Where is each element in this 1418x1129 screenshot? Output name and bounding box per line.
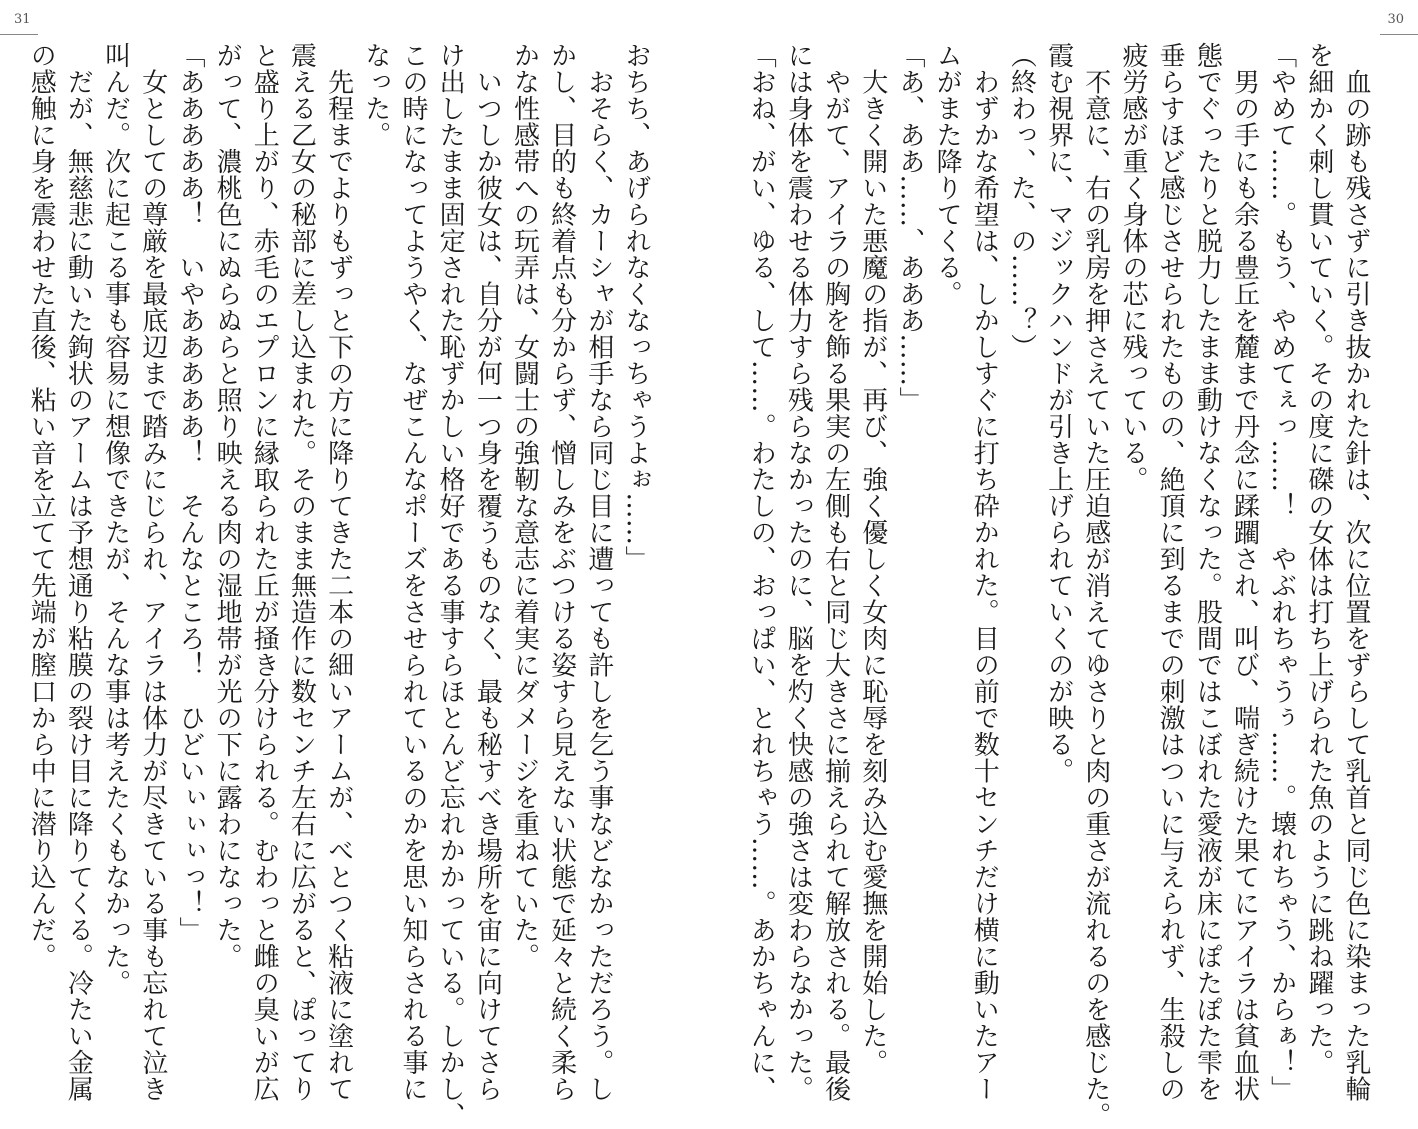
text-line: （終わっ、た、の……？） (1006, 42, 1037, 360)
text-line: 大きく開いた悪魔の指が、再び、強く優しく女肉に恥辱を刻み込む愛撫を開始した。 (857, 42, 888, 1076)
text-line: 「おね、がい、ゆる、して……。わたしの、おっぱい、とれちゃう……。あかちゃんに、 (746, 42, 777, 1102)
body-text-left (26, 42, 654, 1129)
text-line: 女としての尊厳を最底辺まで踏みにじられ、アイラは体力が尽きている事も忘れて泣き (137, 42, 168, 1102)
text-line: と盛り上がり、赤毛のエプロンに縁取られた丘が掻き分けられる。むわっと雌の臭いが広 (249, 42, 280, 1102)
text-line: かな性感帯への玩弄は、女闘士の強靭な意志に着実にダメージを重ねていた。 (509, 42, 540, 970)
page-number-left: 31 (14, 12, 31, 27)
text-line: 不意に、右の乳房を押さえていた圧迫感が消えてゆさりと肉の重さが流れるのを感じた。 (1080, 42, 1111, 1129)
page-right (709, 0, 1418, 1129)
text-line: がって、濃桃色にぬらぬらと照り映える肉の湿地帯が光の下に露わになった。 (212, 42, 243, 970)
text-line: 霞む視界に、マジックハンドが引き上げられていくのが映る。 (1043, 42, 1074, 784)
text-line: なった。 (360, 42, 391, 148)
text-line: この時になってようやく、なぜこんなポーズをさせられているのかを思い知らされる事に (397, 42, 428, 1102)
text-line: だが、無慈悲に動いた鉤状のアームは予想通り粘膜の裂け目に降りてくる。冷たい金属 (63, 42, 94, 1102)
body-text-right (746, 42, 1374, 1129)
text-line: やがて、アイラの胸を飾る果実の左側も右と同じ大きさに揃えられて解放される。最後 (820, 42, 851, 1102)
text-line: おそらく、カーシャが相手なら同じ目に遭っても許しを乞う事などなかっただろう。し (583, 42, 614, 1102)
text-line: 態でぐったりと脱力したまま動けなくなった。股間ではこぼれた愛液が床にぽたぽた雫を (1192, 42, 1223, 1102)
text-line: の感触に身を震わせた直後、粘い音を立てて先端が膣口から中に潜り込んだ。 (26, 42, 57, 970)
text-line: 男の手にも余る豊丘を麓まで丹念に蹂躙され、叫び、喘ぎ続けた果てにアイラは貧血状 (1229, 42, 1260, 1102)
page-number-right: 30 (1387, 12, 1404, 27)
text-line: 震える乙女の秘部に差し込まれた。そのまま無造作に数センチ左右に広がると、ぽってり (286, 42, 317, 1102)
text-line: わずかな希望は、しかしすぐに打ち砕かれた。目の前で数十センチだけ横に動いたアー (969, 42, 1000, 1102)
text-line: いつしか彼女は、自分が何一つ身を覆うものなく、最も秘すべき場所を宙に向けてさら (472, 42, 503, 1102)
text-line: 「やめて……。もう、やめてぇっ……！ やぶれちゃうぅ……。壊れちゃう、からぁ！」 (1266, 42, 1297, 1102)
text-line: 血の跡も残さずに引き抜かれた針は、次に位置をずらして乳首と同じ色に染まった乳輪 (1341, 42, 1371, 1102)
text-line: け出したまま固定された恥ずかしい格好である事すらほとんど忘れかかっている。しかし、 (435, 42, 466, 1129)
text-line: 疲労感が重く身体の芯に残っている。 (1117, 42, 1148, 493)
text-line: おちち、あげられなくなっちゃうよぉ……」 (621, 42, 651, 572)
text-line: を細かく刺し貫いていく。その度に磔の女体は打ち上げられた魚のように跳ね躍った。 (1303, 42, 1334, 1076)
text-line: かし、目的も終着点も分からず、憎しみをぶつける姿すら見えない状態で延々と続く柔ら (546, 42, 577, 1102)
header-rule-right (1380, 34, 1418, 35)
text-line: には身体を震わせる体力すら残らなかったのに、脳を灼く快感の強さは変わらなかった。 (783, 42, 814, 1102)
header-rule-left (0, 34, 38, 35)
text-line: 「あ、ああ……、あああ……」 (894, 42, 925, 413)
text-line: 先程までよりもずっと下の方に降りてきた二本の細いアームが、べとつく粘液に塗れて (323, 42, 354, 1102)
text-line: 「あああああ！ いやあああああ！ そんなところ！ ひどいぃぃぃっ！」 (174, 42, 205, 943)
text-line: 叫んだ。次に起こる事も容易に想像できたが、そんな事は考えたくもなかった。 (100, 42, 131, 996)
text-line: 垂らすほど感じさせられたものの、絶頂に到るまでの刺激はついに与えられず、生殺しの (1155, 42, 1186, 1102)
text-line: ムがまた降りてくる。 (932, 42, 963, 307)
